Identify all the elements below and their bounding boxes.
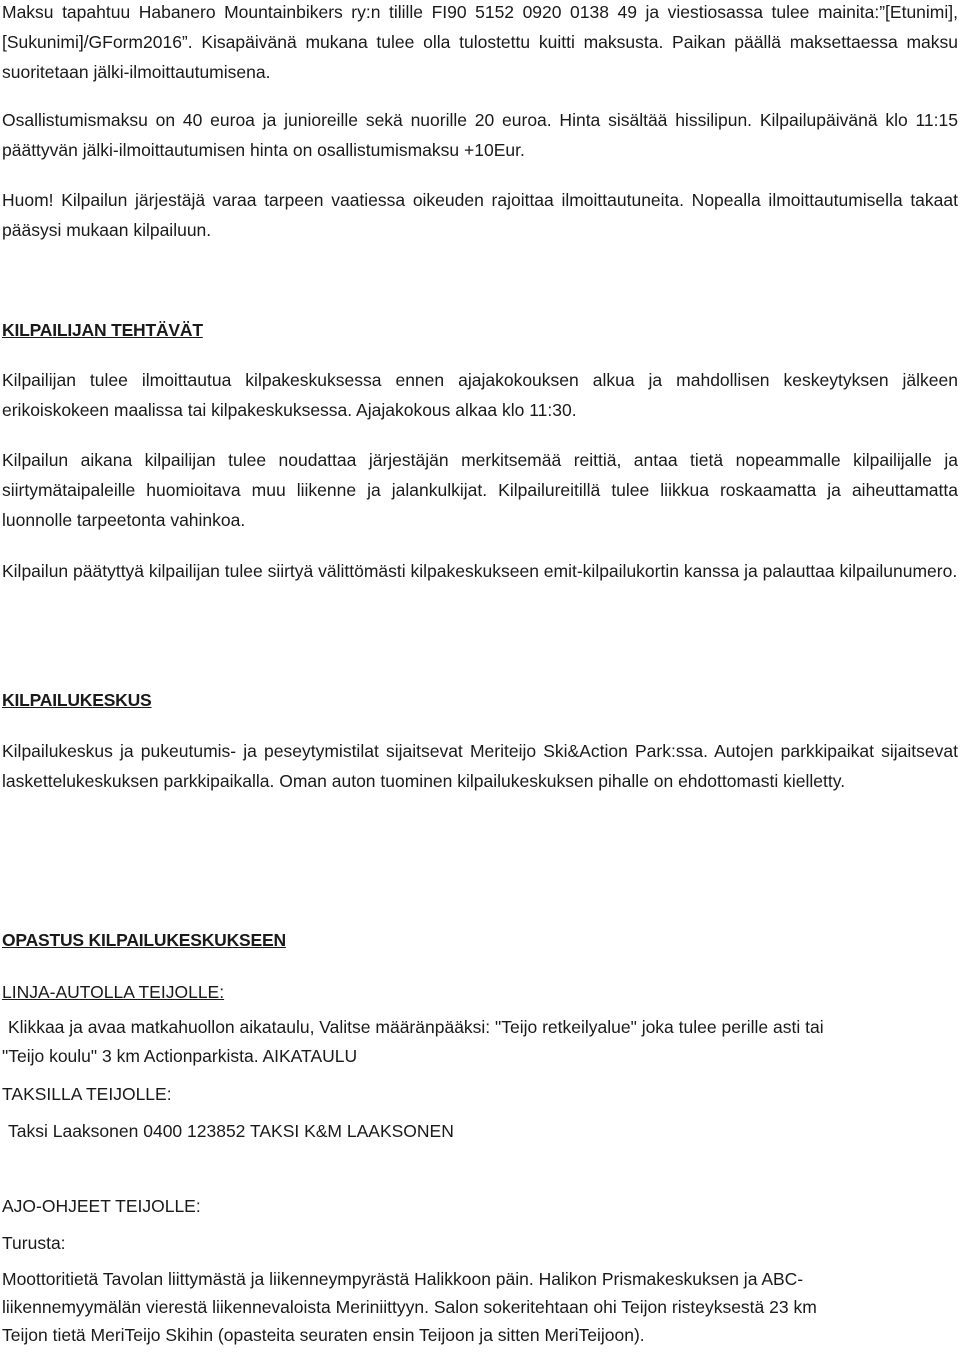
notice-paragraph: Huom! Kilpailun järjestäjä varaa tarpeen vaatiessa oikeuden rajoittaa ilmoittautuneita. Nopealla ilmoittautumisella takaat pääsysi mukaan kilpailuun. [2,190,958,240]
section-heading-duties: KILPAILIJAN TEHTÄVÄT [2,320,203,340]
center-paragraph: Kilpailukeskus ja pukeutumis- ja peseytymistilat sijaitsevat Meriteijo Ski&Action Park:ssa. Autojen parkkipaikat sijaitsevat laskettelukeskuksen parkkipaikalla. Oman auton tuominen kilpailukeskuksen pihalle on ehdottomasti kielletty. [2,741,958,791]
payment-paragraph: Maksu tapahtuu Habanero Mountainbikers ry:n tilille FI90 5152 0920 0138 49 ja viestiosassa tulee mainita:”[Etunimi], [Sukunimi]/GForm2016”. Kisapäivänä mukana tulee olla tulostettu kuitti maksusta. Paikan päällä maksettaessa maksu suoritetaan jälki-ilmoittautumisena. [2,2,958,82]
section-heading-center: KILPAILUKESKUS [2,690,152,710]
bus-heading: LINJA-AUTOLLA TEIJOLLE: [2,982,225,1002]
from-turku-label: Turusta: [2,1233,66,1253]
bus-line-2: "Teijo koulu" 3 km Actionparkista. AIKATAULU [2,1046,358,1066]
duties-paragraph-3: Kilpailun päätyttyä kilpailijan tulee siirtyä välittömästi kilpakeskukseen emit-kilpailukortin kanssa ja palauttaa kilpailunumero. [2,561,958,581]
section-heading-guide: OPASTUS KILPAILUKESKUKSEEN [2,930,286,950]
fee-paragraph: Osallistumismaksu on 40 euroa ja junioreille sekä nuorille 20 euroa. Hinta sisältää hissilipun. Kilpailupäivänä klo 11:15 päättyvän jälki-ilmoittautumisen hinta on osallistumismaksu +10Eur. [2,110,958,160]
drive-line-2: liikennemyymälän vierestä liikennevaloista Meriniittyyn. Salon sokeritehtaan ohi Teijon risteyksestä 23 km [2,1297,817,1317]
taxi-heading: TAKSILLA TEIJOLLE: [2,1084,172,1104]
bus-line-1: Klikkaa ja avaa matkahuollon aikataulu, Valitse määränpääksi: "Teijo retkeilyalue" joka tulee perille asti tai [8,1017,824,1037]
taxi-text: Taksi Laaksonen 0400 123852 TAKSI K&M LAAKSONEN [8,1121,454,1141]
drive-line-3: Teijon tietä MeriTeijo Skihin (opasteita seuraten ensin Teijoon ja sitten MeriTeijoon). [2,1325,645,1345]
duties-paragraph-1: Kilpailijan tulee ilmoittautua kilpakeskuksessa ennen ajajakokouksen alkua ja mahdollisen keskeytyksen jälkeen erikoiskokeen maalissa tai kilpakeskuksessa. Ajajakokous alkaa klo 11:30. [2,370,958,420]
drive-heading: AJO-OHJEET TEIJOLLE: [2,1196,201,1216]
drive-line-1: Moottoritietä Tavolan liittymästä ja liikenneympyrästä Halikkoon päin. Halikon Prismakeskuksen ja ABC- [2,1269,804,1289]
duties-paragraph-2: Kilpailun aikana kilpailijan tulee noudattaa järjestäjän merkitsemää reittiä, antaa tietä nopeammalle kilpailijalle ja siirtymätaipaleille huomioitava muu liikenne ja jalankulkijat. Kilpailureitillä tulee liikkua roskaamatta ja aiheuttamatta luonnolle tarpeetonta vahinkoa. [2,450,958,530]
